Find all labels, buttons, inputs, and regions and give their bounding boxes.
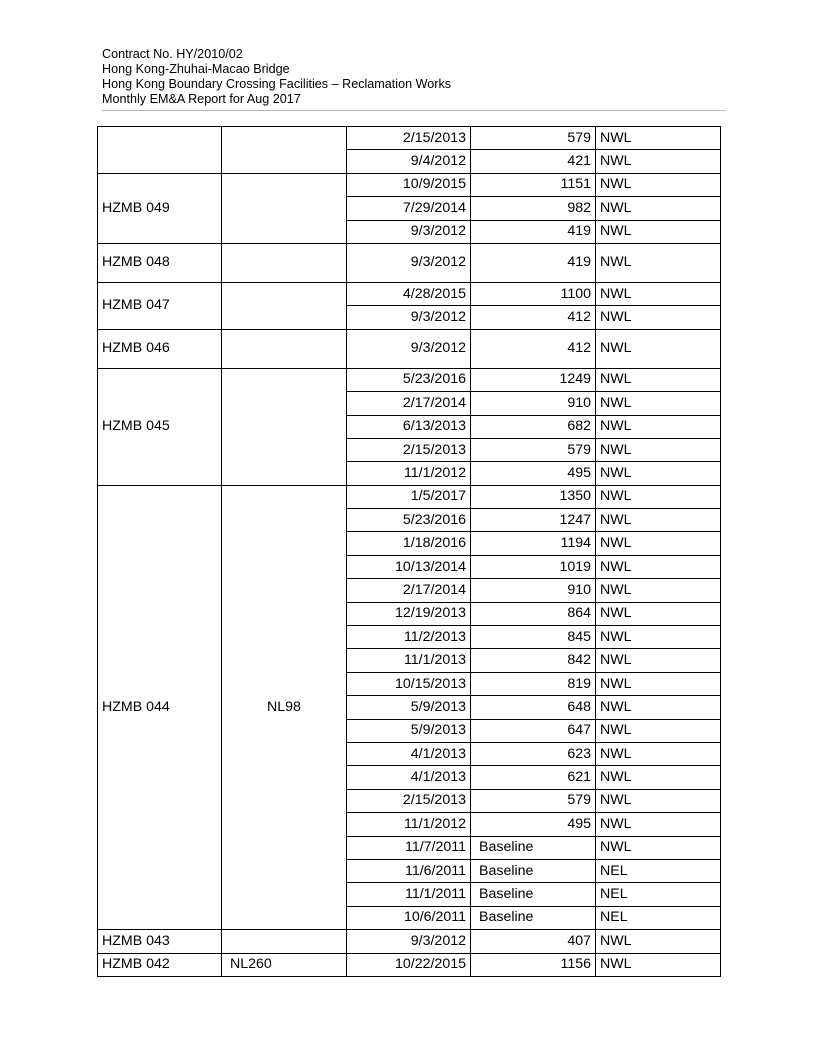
table-row [98,282,721,305]
date-cell: 11/1/2013 [347,649,471,672]
location-cell: NWL [596,532,721,555]
value-cell: 1019 [471,555,596,578]
date-cell: 9/3/2012 [347,306,471,329]
date-cell: 5/23/2016 [347,509,471,532]
value-cell: Baseline [471,859,596,882]
location-cell: NWL [596,602,721,625]
date-cell: 1/5/2017 [347,485,471,508]
date-cell: 4/28/2015 [347,282,471,305]
date-cell: 11/2/2013 [347,626,471,649]
date-cell: 5/9/2013 [347,719,471,742]
monitoring-table [97,126,721,977]
value-cell: Baseline [471,836,596,859]
date-cell: 5/23/2016 [347,368,471,391]
value-cell: 1100 [471,282,596,305]
value-cell: 910 [471,579,596,602]
value-cell: 845 [471,626,596,649]
location-cell: NWL [596,392,721,415]
location-cell: NWL [596,127,721,150]
location-cell: NWL [596,789,721,812]
value-cell: 1247 [471,509,596,532]
reference-cell [222,329,347,368]
value-cell: 495 [471,462,596,485]
location-cell: NWL [596,696,721,719]
station-cell: HZMB 045 [98,368,222,485]
date-cell: 9/3/2012 [347,930,471,953]
date-cell: 12/19/2013 [347,602,471,625]
value-cell: 682 [471,415,596,438]
location-cell: NEL [596,859,721,882]
value-cell: 495 [471,813,596,836]
location-cell: NWL [596,626,721,649]
location-cell: NEL [596,883,721,906]
works-name: Hong Kong Boundary Crossing Facilities – Reclamation Works [102,77,452,91]
location-cell: NWL [596,462,721,485]
project-name: Hong Kong-Zhuhai-Macao Bridge [102,62,290,76]
station-cell: HZMB 044 [98,485,222,929]
date-cell: 2/15/2013 [347,438,471,461]
reference-cell [222,173,347,243]
value-cell: 623 [471,742,596,765]
reference-cell: NL260 [222,953,347,976]
date-cell: 9/3/2012 [347,329,471,368]
date-cell: 2/17/2014 [347,579,471,602]
date-cell: 9/4/2012 [347,150,471,173]
value-cell: 579 [471,127,596,150]
reference-cell [222,930,347,953]
value-cell: 421 [471,150,596,173]
location-cell: NWL [596,649,721,672]
station-cell: HZMB 042 [98,953,222,976]
reference-cell [222,282,347,329]
station-cell [98,127,222,174]
location-cell: NWL [596,306,721,329]
location-cell: NWL [596,150,721,173]
station-cell: HZMB 049 [98,173,222,243]
value-cell: 1156 [471,953,596,976]
date-cell: 2/15/2013 [347,127,471,150]
location-cell: NWL [596,438,721,461]
location-cell: NWL [596,243,721,282]
value-cell: 412 [471,306,596,329]
value-cell: 842 [471,649,596,672]
location-cell: NWL [596,766,721,789]
table-row [98,953,721,976]
date-cell: 10/13/2014 [347,555,471,578]
date-cell: 10/9/2015 [347,173,471,196]
report-title: Monthly EM&A Report for Aug 2017 [102,92,301,106]
location-cell: NWL [596,509,721,532]
reference-cell [222,243,347,282]
date-cell: 1/18/2016 [347,532,471,555]
value-cell: 407 [471,930,596,953]
station-cell: HZMB 043 [98,930,222,953]
header-divider [102,110,726,111]
value-cell: 648 [471,696,596,719]
value-cell: 412 [471,329,596,368]
location-cell: NWL [596,220,721,243]
reference-cell [222,368,347,485]
date-cell: 11/7/2011 [347,836,471,859]
location-cell: NWL [596,197,721,220]
location-cell: NWL [596,173,721,196]
location-cell: NWL [596,953,721,976]
date-cell: 11/6/2011 [347,859,471,882]
table-row [98,930,721,953]
value-cell: 1249 [471,368,596,391]
location-cell: NWL [596,813,721,836]
station-cell: HZMB 047 [98,282,222,329]
table-row [98,329,721,368]
date-cell: 11/1/2011 [347,883,471,906]
reference-cell: NL98 [222,485,347,929]
location-cell: NWL [596,329,721,368]
contract-number: Contract No. HY/2010/02 [102,47,243,61]
value-cell: 1194 [471,532,596,555]
value-cell: 1350 [471,485,596,508]
table-row [98,485,721,508]
table-row [98,127,721,150]
location-cell: NWL [596,555,721,578]
location-cell: NEL [596,906,721,929]
value-cell: 579 [471,438,596,461]
date-cell: 11/1/2012 [347,813,471,836]
value-cell: Baseline [471,906,596,929]
table-row [98,368,721,391]
reference-cell [222,127,347,174]
location-cell: NWL [596,282,721,305]
table-row [98,173,721,196]
date-cell: 7/29/2014 [347,197,471,220]
value-cell: 1151 [471,173,596,196]
value-cell: 910 [471,392,596,415]
location-cell: NWL [596,672,721,695]
value-cell: Baseline [471,883,596,906]
station-cell: HZMB 048 [98,243,222,282]
date-cell: 10/15/2013 [347,672,471,695]
location-cell: NWL [596,742,721,765]
report-header [102,47,726,107]
date-cell: 5/9/2013 [347,696,471,719]
location-cell: NWL [596,485,721,508]
value-cell: 982 [471,197,596,220]
date-cell: 9/3/2012 [347,220,471,243]
date-cell: 4/1/2013 [347,766,471,789]
date-cell: 10/22/2015 [347,953,471,976]
station-cell: HZMB 046 [98,329,222,368]
table-row [98,243,721,282]
value-cell: 419 [471,243,596,282]
location-cell: NWL [596,415,721,438]
date-cell: 11/1/2012 [347,462,471,485]
location-cell: NWL [596,368,721,391]
value-cell: 864 [471,602,596,625]
value-cell: 579 [471,789,596,812]
value-cell: 419 [471,220,596,243]
value-cell: 621 [471,766,596,789]
date-cell: 10/6/2011 [347,906,471,929]
date-cell: 9/3/2012 [347,243,471,282]
date-cell: 2/17/2014 [347,392,471,415]
location-cell: NWL [596,579,721,602]
value-cell: 819 [471,672,596,695]
date-cell: 6/13/2013 [347,415,471,438]
location-cell: NWL [596,930,721,953]
date-cell: 2/15/2013 [347,789,471,812]
date-cell: 4/1/2013 [347,742,471,765]
location-cell: NWL [596,836,721,859]
value-cell: 647 [471,719,596,742]
location-cell: NWL [596,719,721,742]
